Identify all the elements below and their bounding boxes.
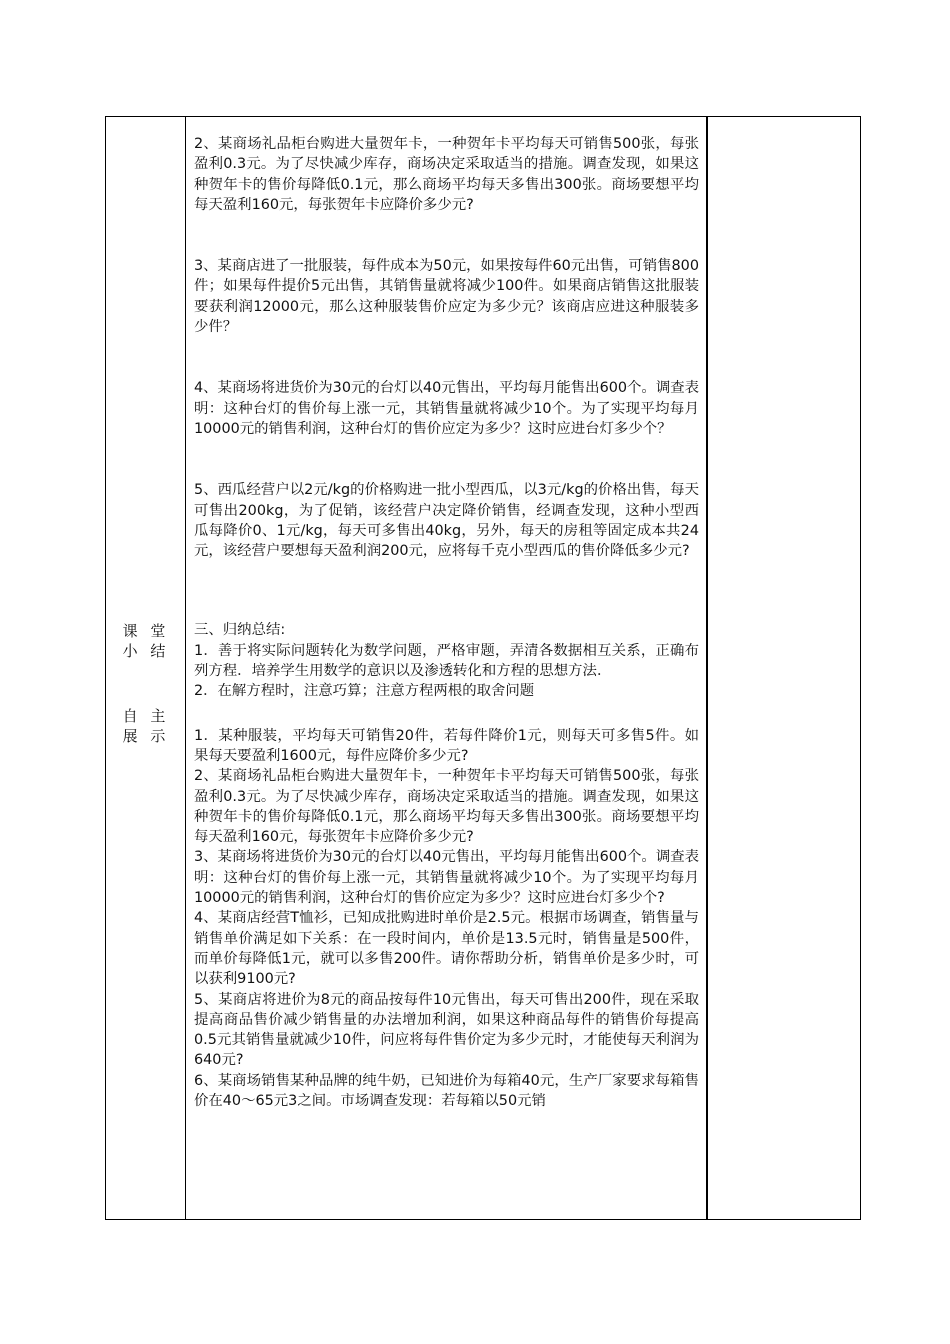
notes-column — [706, 117, 860, 1219]
summary-label-line2: 小 结 — [122, 642, 170, 660]
problem-b-3: 3、某商场将进货价为30元的台灯以40元售出，平均每月能售出600个。调查表明：这种台灯的售价每上涨一元，其销售量就将减少10个。为了实现平均每月10000元的销售利润，这种台灯的售价应定为多少？这时应进台灯多少个? — [194, 849, 699, 907]
display-label-line1: 自 主 — [122, 707, 170, 725]
problem-a-4: 4、某商场将进货价为30元的台灯以40元售出，平均每月能售出600个。调查表明：这种台灯的售价每上涨一元，其销售量就将减少10个。为了实现平均每月10000元的销售利润，这种台灯的售价应定为多少？这时应进台灯多少个？ — [194, 380, 699, 437]
summary-heading: 三、归纳总结: — [194, 622, 286, 639]
problem-b-6: 6、某商场销售某种品牌的纯牛奶，已知进价为每箱40元，生产厂家要求每箱售价在40～65元3之间。市场调查发现：若每箱以50元销 — [194, 1072, 699, 1109]
problem-a-5: 5、西瓜经营户以2元/kg的价格购进一批小型西瓜，以3元/kg的价格出售，每天可售出200kg，为了促销，该经营户决定降价销售，经调查发现，这种小型西瓜每降价0、1元/kg，每天可多售出40kg，另外，每天的房租等固定成本共24元，该经营户要想每天盈利润200元，应将每千克小型西瓜的售价降低多少元? — [194, 482, 699, 560]
summary-point-2: 2．在解方程时，注意巧算；注意方程两根的取舍问题 — [194, 683, 535, 700]
problem-b-1: 1．某种服装，平均每天可销售20件，若每件降价1元，则每天可多售5件。如果每天要盈利1600元，每件应降价多少元? — [194, 727, 699, 764]
summary-point-1: 1．善于将实际问题转化为数学问题，严格审题，弄清各数据相互关系，正确布列方程．培养学生用数学的意识以及渗透转化和方程的思想方法． — [194, 642, 699, 680]
lesson-table — [105, 116, 861, 1220]
content-column — [186, 117, 708, 1219]
label-column — [106, 117, 186, 1219]
content-body — [194, 134, 699, 1111]
problem-a-2: 2、某商场礼品柜台购进大量贺年卡，一种贺年卡平均每天可销售500张，每张盈利0.3元。为了尽快减少库存，商场决定采取适当的措施。调查发现，如果这种贺年卡的售价每降低0.1元，那么商场平均每天多售出300张。商场要想平均每天盈利160元，每张贺年卡应降价多少元? — [194, 136, 699, 213]
summary-label-line1: 课 堂 — [122, 622, 170, 640]
problem-b-5: 5、某商店将进价为8元的商品按每件10元售出，每天可售出200件，现在采取提高商品售价减少销售量的办法增加利润，如果这种商品每件的销售价每提高0.5元其销售量就减少10件，问应将每件售价定为多少元时，才能使每天利润为640元? — [194, 991, 699, 1069]
problem-b-2: 2、某商场礼品柜台购进大量贺年卡，一种贺年卡平均每天可销售500张，每张盈利0.3元。为了尽快减少库存，商场决定采取适当的措施。调查发现，如果这种贺年卡的售价每降低0.1元，那么商场平均每天多售出300张。商场要想平均每天盈利160元，每张贺年卡应降价多少元? — [194, 768, 699, 846]
problem-b-4: 4、某商店经营T恤衫，已知成批购进时单价是2.5元。根据市场调查，销售量与销售单价满足如下关系：在一段时间内，单价是13.5元时，销售量是500件，而单价每降低1元，就可以多售200件。请你帮助分析，销售单价是多少时，可以获利9100元? — [194, 910, 699, 988]
display-label-line2: 展 示 — [122, 727, 170, 745]
problem-a-3: 3、某商店进了一批服装，每件成本为50元，如果按每件60元出售，可销售800件；如果每件提价5元出售，其销售量就将减少100件。如果商店销售这批服装要获利润12000元，那么这种服装售价应定为多少元？该商店应进这种服装多少件？ — [194, 258, 699, 336]
